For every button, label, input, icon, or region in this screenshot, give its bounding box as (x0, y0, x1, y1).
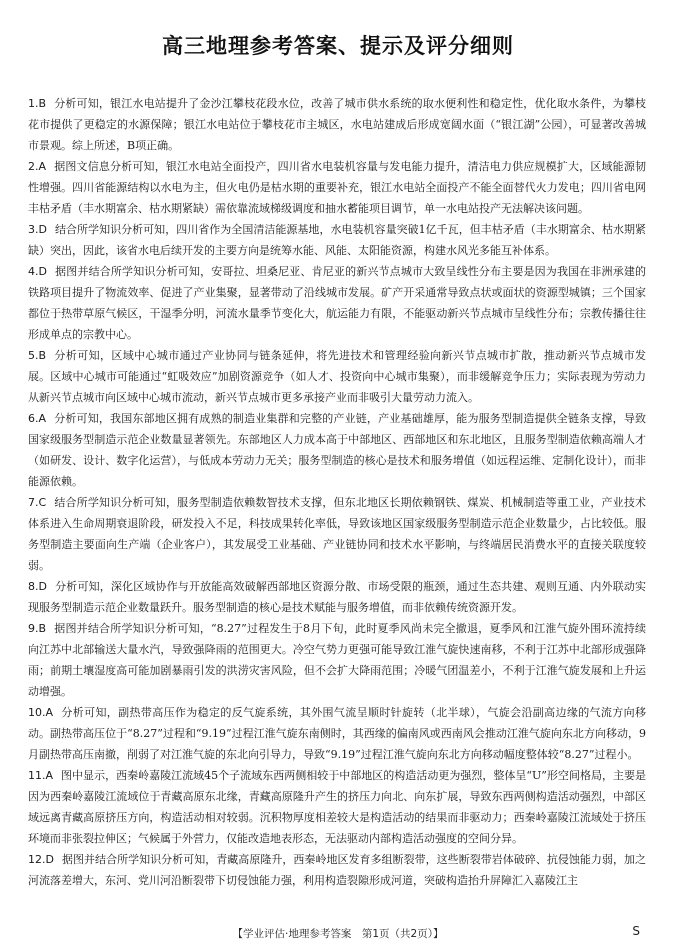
question-number: 7. (28, 496, 39, 509)
answer-item (28, 765, 646, 849)
answer-explanation: 图中显示，西秦岭嘉陵江流域45个子流域东西两侧相较于中部地区的构造活动更为强烈，整体呈“U”形空间格局，主要是因为西秦岭嘉陵江流域位于青藏高原东北缘，青藏高原隆升产生的挤压力向北、向东扩展，导致东西两侧构造活动强烈，中部区域远离青藏高原挤压方向，构造活动相对较弱。沉积物厚度相差较大是构造活动的结果而非驱动力；西秦岭嘉陵江流域处于挤压环境而非张裂拉伸区；气候属于外营力，仅能改造地表形态，无法驱动内部构造活动强度的空间分异。 (28, 769, 646, 845)
question-number: 2. (28, 160, 39, 173)
answer-explanation: 据图并结合所学知识分析可知，安哥拉、坦桑尼亚、肯尼亚的新兴节点城市大致呈线性分布主要是因为我国在非洲承建的铁路项目提升了物流效率、促进了产业集聚，显著带动了沿线城市发展。矿产开采通常导致点状或面状的资源型城镇；三个国家都位于热带草原气候区，干湿季分明，河流水量季节变化大，航运能力有限，不能驱动新兴节点城市呈线性分布；宗教传播往往形成单点的宗教中心。 (28, 265, 646, 341)
answer-choice: A (38, 160, 47, 173)
answer-item (28, 219, 646, 261)
answer-item (28, 849, 646, 891)
question-number: 12. (28, 853, 46, 866)
answer-explanation: 结合所学知识分析可知，四川省作为全国清洁能源基地，水电装机容量突破1亿千瓦，但丰枯矛盾（丰水期富余、枯水期紧缺）突出，因此，该省水电后续开发的主要方向是统筹水能、风能、太阳能资源，构建水风光多能互补体系。 (28, 223, 646, 257)
answer-choice: A (38, 412, 47, 425)
question-number: 8. (28, 580, 39, 593)
answer-explanation: 据图并结合所学知识分析可知，“8.27”过程发生于8月下旬，此时夏季风尚未完全撤退，夏季风和江淮气旋外围环流持续向江苏中北部输送大量水汽，导致强降雨的范围更大。冷空气势力更强可能导致江淮气旋快速南移，不利于江苏中北部形成强降雨；前期土壤湿度高可能加剧暴雨引发的洪涝灾害风险，但不会扩大降雨范围；冷暖气团温差小，不利于江淮气旋发展和上升运动增强。 (28, 622, 646, 698)
question-number: 6. (28, 412, 39, 425)
answer-item (28, 93, 646, 156)
page-title: 高三地理参考答案、提示及评分细则 (162, 34, 514, 58)
question-number: 4. (28, 265, 39, 278)
answer-item (28, 345, 646, 408)
footer-mark: S (632, 924, 640, 938)
answer-item (28, 618, 646, 702)
answer-item (28, 408, 646, 492)
answer-choice: B (38, 349, 47, 362)
answer-item (28, 576, 646, 618)
answer-choice: D (38, 265, 47, 278)
answer-item (28, 261, 646, 345)
answer-explanation: 分析可知，银江水电站提升了金沙江攀枝花段水位，改善了城市供水系统的取水便利性和稳定性，优化取水条件，为攀枝花市提供了更稳定的水源保障；银江水电站位于攀枝花市主城区，水电站建成后形成宽阔水面（“银江湖”公园），可显著改善城市景观。综上所述，B项正确。 (28, 97, 646, 152)
answer-choice: D (38, 223, 47, 236)
answer-explanation: 分析可知，副热带高压作为稳定的反气旋系统，其外围气流呈顺时针旋转（北半球），气旋会沿副高边缘的气流方向移动。副热带高压位于“8.27”过程和“9.19”过程江淮气旋东南侧时，其西缘的偏南风或西南风会推动江淮气旋向东北方向移动，9月副热带高压南撤，削弱了对江淮气旋的东北向引导力，导致“9.19”过程江淮气旋向东北方向移动幅度整体较“8.27”过程小。 (28, 706, 646, 761)
answer-item (28, 702, 646, 765)
answer-choice: A (45, 706, 54, 719)
answer-list (28, 93, 646, 891)
answer-explanation: 据图并结合所学知识分析可知，青藏高原隆升，西秦岭地区发育多组断裂带，这些断裂带岩体破碎、抗侵蚀能力弱，加之河流落差增大，东河、党川河沿断裂带下切侵蚀能力强，利用构造裂隙形成河道，突破构造抬升屏障汇入嘉陵江主 (28, 853, 646, 887)
answer-explanation: 据图文信息分析可知，银江水电站全面投产，四川省水电装机容量与发电能力提升，清洁电力供应规模扩大，区域能源韧性增强。四川省能源结构以水电为主，但火电仍是枯水期的重要补充，银江水电站全面投产不能全面替代火力发电；四川省电网丰枯矛盾（丰水期富余、枯水期紧缺）需依靠流域梯级调度和抽水蓄能项目调节，单一水电站投产无法解决该问题。 (28, 160, 646, 215)
question-number: 9. (28, 622, 39, 635)
page-footer: 【学业评估·地理参考答案 第1页（共2页）】 (232, 928, 444, 940)
question-number: 5. (28, 349, 39, 362)
answer-explanation: 分析可知，深化区域协作与开放能高效破解西部地区资源分散、市场受限的瓶颈，通过生态共建、观则互通、内外联动实现服务型制造示范企业数量跃升。服务型制造的核心是技术赋能与服务增值，而非依赖传统资源开发。 (28, 580, 646, 614)
answer-item (28, 492, 646, 576)
answer-choice: A (45, 769, 54, 782)
answer-explanation: 分析可知，我国东部地区拥有成熟的制造业集群和完整的产业链，产业基础雄厚，能为服务型制造提供全链条支撑，导致国家级服务型制造示范企业数量显著领先。东部地区人力成本高于中部地区、西部地区和东北地区，且服务型制造依赖高端人才（如研发、设计、数字化运营），与低成本劳动力无关；服务型制造的核心是技术和服务增值（如远程运维、定制化设计），而非能源依赖。 (28, 412, 646, 488)
answer-choice: D (38, 580, 47, 593)
answer-explanation: 分析可知，区域中心城市通过产业协同与链条延伸，将先进技术和管理经验向新兴节点城市扩散，推动新兴节点城市发展。区域中心城市可能通过“虹吸效应”加剧资源竞争（如人才、投资向中心城市集聚），而非缓解竞争压力；实际表现为劳动力从新兴节点城市向区域中心城市流动，新兴节点城市更多承接产业而非吸引大量劳动力流入。 (28, 349, 646, 404)
answer-explanation: 结合所学知识分析可知，服务型制造依赖数智技术支撑，但东北地区长期依赖钢铁、煤炭、机械制造等重工业，产业技术体系进入生命周期衰退阶段，研发投入不足，科技成果转化率低，导致该地区国家级服务型制造示范企业数量少，占比较低。服务型制造主要面向生产端（企业客户），其发展受工业基础、产业链协同和技术水平影响，与终端居民消费水平的直接关联度较弱。 (28, 496, 646, 572)
answer-choice: B (38, 97, 47, 110)
question-number: 10. (28, 706, 46, 719)
answer-choice: C (38, 496, 47, 509)
question-number: 3. (28, 223, 39, 236)
question-number: 1. (28, 97, 39, 110)
answer-item (28, 156, 646, 219)
answer-choice: D (45, 853, 54, 866)
answer-choice: B (38, 622, 47, 635)
question-number: 11. (28, 769, 46, 782)
